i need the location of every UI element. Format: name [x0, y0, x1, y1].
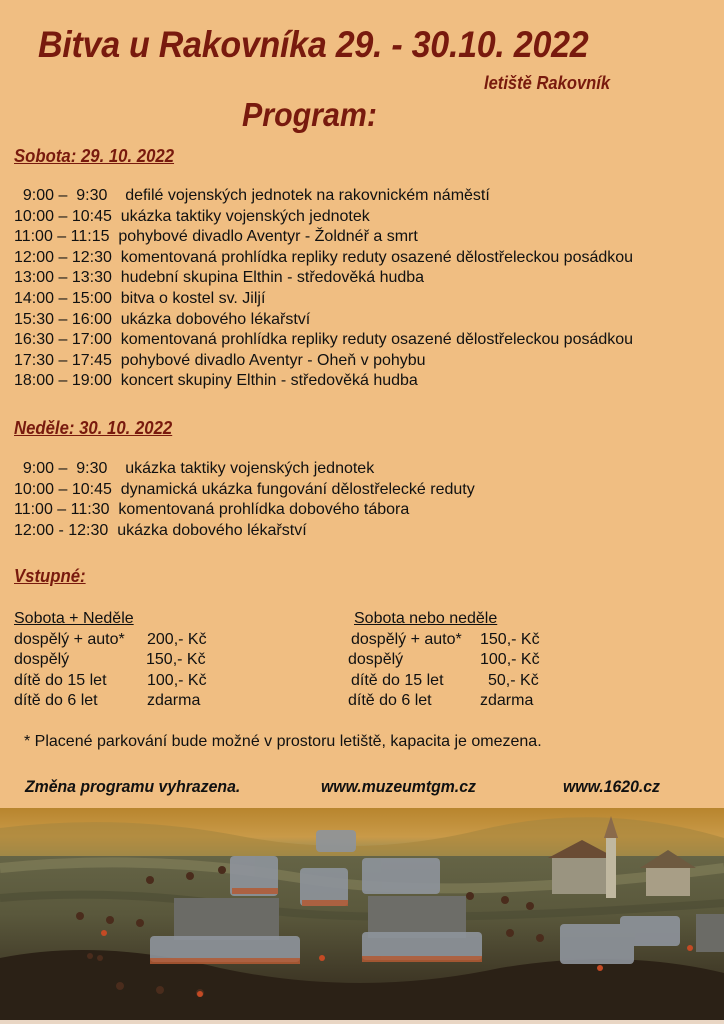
schedule-desc: ukázka dobového lékařství	[116, 310, 311, 328]
schedule-desc: bitva o kostel sv. Jiljí	[116, 289, 266, 307]
schedule-desc: komentovaná prohlídka repliky reduty osazené dělostřeleckou posádkou	[116, 331, 634, 349]
saturday-heading: Sobota: 29. 10. 2022	[14, 146, 175, 166]
schedule-row	[14, 248, 633, 269]
program-change-disclaimer: Změna programu vyhrazena.	[25, 777, 241, 796]
schedule-time: 10:00 – 10:45	[14, 480, 117, 498]
schedule-time: 11:00 – 11:30	[14, 501, 114, 519]
schedule-desc: dynamická ukázka fungování dělostřelecké reduty	[116, 480, 475, 498]
price-row	[348, 691, 540, 712]
sunday-schedule	[14, 459, 475, 541]
price-row	[351, 630, 540, 651]
price-value: 100,- Kč	[147, 671, 207, 689]
price-value: 100,- Kč	[480, 651, 540, 668]
price-value: zdarma	[480, 692, 534, 709]
schedule-row	[14, 310, 633, 331]
price-label: dospělý + auto*	[351, 630, 462, 648]
price-label: dospělý	[14, 651, 70, 668]
link-1620[interactable]: www.1620.cz	[563, 777, 660, 796]
link-muzeumtgm[interactable]: www.muzeumtgm.cz	[321, 777, 476, 796]
schedule-time: 15:30 – 16:00	[14, 310, 117, 328]
price-row	[14, 630, 207, 651]
schedule-row	[14, 500, 475, 521]
schedule-time: 17:30 – 17:45	[14, 351, 117, 369]
price-row	[351, 671, 540, 692]
schedule-row	[14, 186, 633, 207]
price-label: dospělý + auto*	[14, 630, 125, 648]
schedule-time: 9:00 – 9:30	[14, 460, 117, 477]
schedule-time: 9:00 – 9:30	[14, 187, 117, 204]
schedule-desc: koncert skupiny Elthin - středověká hudba	[116, 372, 418, 390]
schedule-row	[14, 351, 633, 372]
venue-label: letiště Rakovník	[484, 73, 611, 93]
price-table-title: Sobota nebo neděle	[354, 610, 498, 627]
price-label: dítě do 6 let	[348, 692, 432, 709]
price-value: 200,- Kč	[147, 630, 207, 648]
schedule-row	[14, 459, 475, 480]
sunday-heading: Neděle: 30. 10. 2022	[14, 418, 173, 438]
schedule-row	[14, 268, 633, 289]
schedule-row	[14, 207, 633, 228]
price-table-both-days	[14, 609, 207, 712]
schedule-row	[14, 480, 475, 501]
admission-heading: Vstupné:	[14, 566, 86, 586]
price-label: dítě do 6 let	[14, 692, 98, 709]
price-value: 150,- Kč	[146, 651, 206, 668]
schedule-desc: pohybové divadlo Aventyr - Žoldnéř a smrt	[113, 228, 418, 246]
redoubt-1	[174, 898, 279, 940]
schedule-desc: ukázka taktiky vojenských jednotek	[116, 460, 375, 477]
schedule-desc: defilé vojenských jednotek na rakovnickém náměstí	[116, 187, 490, 204]
price-value: zdarma	[147, 692, 201, 709]
schedule-time: 16:30 – 17:00	[14, 331, 117, 349]
price-table-one-day	[348, 609, 540, 712]
price-row	[14, 650, 207, 671]
price-row	[348, 650, 540, 671]
schedule-desc: hudební skupina Elthin - středověká hudba	[116, 269, 425, 287]
schedule-desc: pohybové divadlo Aventyr - Oheň v pohybu	[116, 351, 426, 369]
price-row	[14, 671, 207, 692]
schedule-time: 12:00 – 12:30	[14, 248, 117, 266]
schedule-time: 14:00 – 15:00	[14, 289, 117, 307]
schedule-desc: komentovaná prohlídka repliky reduty osazené dělostřeleckou posádkou	[116, 248, 634, 266]
schedule-row	[14, 521, 475, 542]
saturday-schedule	[14, 186, 633, 392]
schedule-desc: ukázka taktiky vojenských jednotek	[116, 207, 370, 225]
schedule-row	[14, 330, 633, 351]
redoubt-2	[368, 896, 466, 938]
price-label: dítě do 15 let	[351, 671, 444, 689]
battle-painting	[0, 808, 724, 1020]
price-row	[14, 691, 207, 712]
price-label: dítě do 15 let	[14, 671, 107, 689]
price-value: 50,- Kč	[488, 671, 539, 689]
schedule-desc: komentovaná prohlídka dobového tábora	[113, 501, 410, 519]
schedule-row	[14, 371, 633, 392]
price-table-title: Sobota + Neděle	[14, 610, 134, 627]
schedule-row	[14, 227, 633, 248]
schedule-time: 10:00 – 10:45	[14, 207, 117, 225]
price-value: 150,- Kč	[480, 630, 540, 648]
parking-note: * Placené parkování bude možné v prostoru letiště, kapacita je omezena.	[24, 733, 542, 750]
schedule-time: 12:00 - 12:30	[14, 521, 113, 539]
schedule-row	[14, 289, 633, 310]
schedule-desc: ukázka dobového lékařství	[112, 521, 307, 539]
schedule-time: 13:00 – 13:30	[14, 269, 117, 287]
program-heading: Program:	[242, 96, 377, 133]
bottom-border	[0, 1020, 724, 1024]
schedule-time: 11:00 – 11:15	[14, 228, 114, 246]
event-title: Bitva u Rakovníka 29. - 30.10. 2022	[38, 24, 589, 65]
schedule-time: 18:00 – 19:00	[14, 372, 117, 390]
price-label: dospělý	[348, 651, 404, 668]
